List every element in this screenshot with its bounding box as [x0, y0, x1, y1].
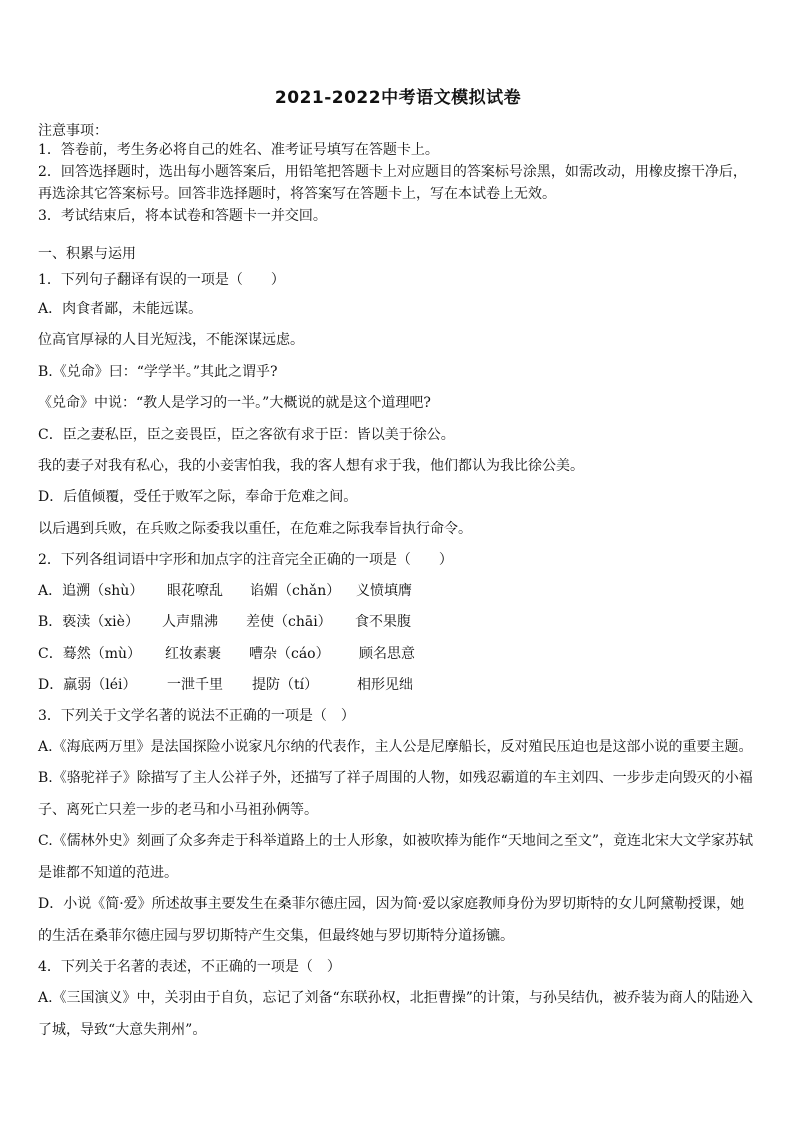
question-2-option-row [38, 675, 758, 695]
page-title: 2021-2022中考语文模拟试卷 [274, 88, 522, 108]
question-1-line: D．后值倾覆，受任于败军之际，奉命于危难之间。 [38, 489, 358, 505]
question-2-option-row [38, 644, 758, 664]
question-2-stem: 2．下列各组词语中字形和加点字的注音完全正确的一项是（ ） [38, 552, 453, 568]
question-2-option-row [38, 581, 758, 601]
option-cell: 眼花嘹乱 [167, 583, 223, 599]
question-3-option: C.《儒林外史》刻画了众多奔走于科举道路上的士人形象，如被吹捧为能作“天地间之至文”，竟连北宋大文学家苏轼是谁都不知道的范进。 [38, 833, 753, 881]
section-heading: 一、积累与运用 [38, 246, 136, 262]
option-cell: 嘈杂（cáo） [249, 646, 330, 662]
question-3-option: A.《海底两万里》是法国探险小说家凡尔纳的代表作，主人公是尼摩船长，反对殖民压迫也是这部小说的重要主题。 [38, 739, 753, 755]
option-cell: 谄媚（chǎn） [250, 583, 341, 599]
notice-heading: 注意事项： [38, 123, 108, 139]
option-cell: 人声鼎沸 [162, 614, 218, 630]
option-cell: D．羸弱（léi） [38, 677, 137, 693]
option-cell: 食不果腹 [355, 614, 411, 630]
option-cell: 义愤填膺 [356, 583, 412, 599]
question-1-line: 位高官厚禄的人目光短浅，不能深谋远虑。 [38, 332, 304, 348]
question-3-option: D．小说《简·爱》所述故事主要发生在桑菲尔德庄园，因为简·爱以家庭教师身份为罗切斯特的女儿阿黛勒授课，她的生活在桑菲尔德庄园与罗切斯特产生交集，但最终她与罗切斯特分道扬镳。 [38, 896, 745, 944]
question-1-line: 《兑命》中说：“教人是学习的一半。”大概说的就是这个道理吧? [38, 395, 431, 411]
option-cell: A．追溯（shù） [38, 583, 144, 599]
notice-list [38, 139, 758, 227]
notice-item: 2．回答选择题时，选出每小题答案后，用铅笔把答题卡上对应题目的答案标号涂黑，如需改动，用橡皮擦干净后，再选涂其它答案标号。回答非选择题时，将答案写在答题卡上，写在本试卷上无效。 [38, 164, 747, 202]
question-1-line: C．臣之妻私臣，臣之妾畏臣，臣之客欲有求于臣：皆以美于徐公。 [38, 427, 455, 443]
question-3-option: B.《骆驼祥子》除描写了主人公祥子外，还描写了祥子周围的人物，如残忍霸道的车主刘四、一步步走向毁灭的小福子、离死亡只差一步的老马和小马祖孙俩等。 [38, 770, 753, 818]
option-cell: 一泄千里 [167, 677, 223, 693]
question-4-option: A.《三国演义》中，关羽由于自负，忘记了刘备“东联孙权，北拒曹操”的计策，与孙吴结仇，被乔装为商人的陆逊入了城，导致“大意失荆州”。 [38, 990, 753, 1038]
option-cell: 红妆素裹 [165, 646, 221, 662]
question-2-option-row [38, 612, 758, 632]
notice-item: 3．考试结束后，将本试卷和答题卡一并交回。 [38, 208, 327, 224]
exam-page [38, 0, 758, 1123]
option-cell: B．亵渎（xiè） [38, 614, 139, 630]
question-1-line: B.《兑命》曰：“学学半。”其此之谓乎? [38, 364, 278, 380]
question-4-stem: 4．下列关于名著的表述，不正确的一项是（ ） [38, 959, 341, 975]
option-cell: 相形见绌 [357, 677, 413, 693]
notice-item: 1．答卷前，考生务必将自己的姓名、准考证号填写在答题卡上。 [38, 142, 439, 158]
option-cell: 差使（chāi） [246, 614, 332, 630]
option-cell: C．蓦然（mù） [38, 646, 142, 662]
question-1-stem: 1．下列句子翻译有误的一项是（ ） [38, 272, 285, 288]
question-1-line: 以后遇到兵败，在兵败之际委我以重任，在危难之际我奉旨执行命令。 [38, 521, 472, 537]
question-3-stem: 3．下列关于文学名著的说法不正确的一项是（ ） [38, 708, 355, 724]
option-cell: 提防（tí） [252, 677, 319, 693]
question-1-line: A．肉食者鄙，未能远谋。 [38, 301, 203, 317]
option-cell: 顾名思意 [359, 646, 415, 662]
question-1-line: 我的妻子对我有私心，我的小妾害怕我，我的客人想有求于我，他们都认为我比徐公美。 [38, 458, 584, 474]
